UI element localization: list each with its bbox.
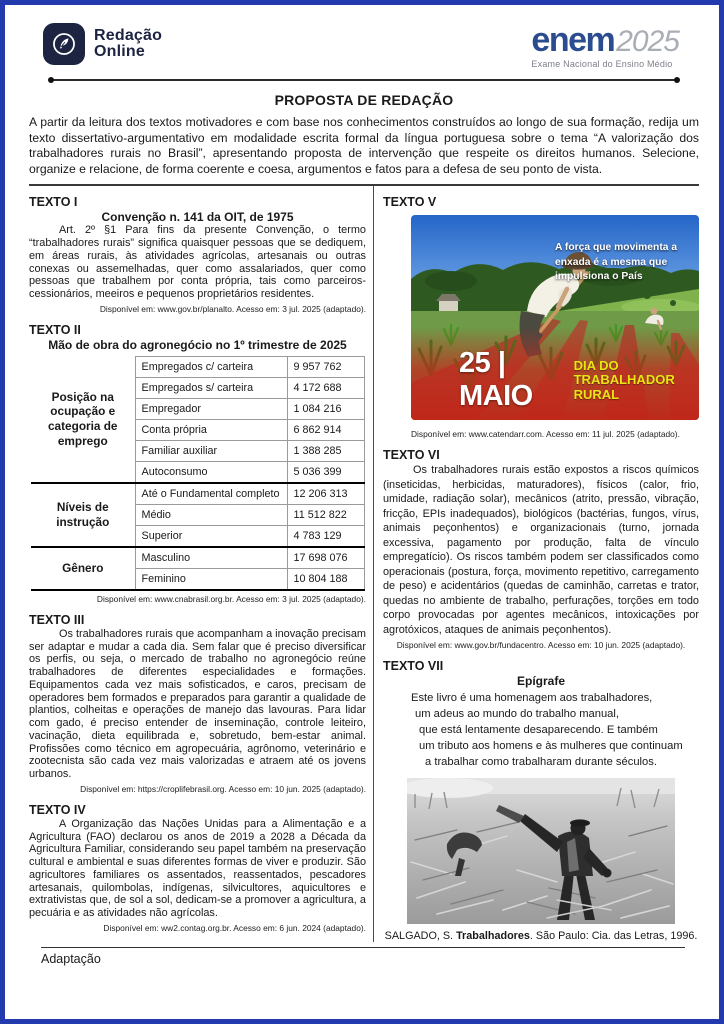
texto-6-body: Os trabalhadores rurais estão expostos a riscos químicos (inseticidas, herbicidas, maturadores), físicos (calor, frio, umidade, radiação solar), mecânicos (atrito, pressão, vibração, fricção, EPIs inadequados), biológicos (bactérias, fungos, vírus, animais peçonhentos) e organizacionais (turno, jornada excessiva, pagamento por produção, falta de vínculo empregatício). Os riscos também podem ser classificados como operacionais (postura, força, movimento repetitivo, carregamento de peso) e acidentários (quedas de caminhão, carretas e trator, quedas no ambiente de trabalho, perfurações, torções em todo corpo provocadas por agentes mecânicos, intoxicações por agrotóxicos, ataques de animais peçonhentos). [383,464,699,636]
row-label: Médio [135,504,287,525]
poster-label-line1: DIA DO [573,357,619,373]
group-cell: Posição na ocupação e categoria de emprego [31,356,135,483]
page-title: PROPOSTA DE REDAÇÃO [274,92,454,108]
texto-4-body: A Organização das Nações Unidas para a Alimentação e a Agricultura (FAO) declarou os anos de 2019 a 2028 a Década da Agricultura Familiar, considerando seu papel também na preservação cultural e ambiental e suas diferentes formas de viver e produzir. São agricultores familiares os assentados, reassentados, pescadores artesanais, quilombolas, indígenas, silvicultores, aquicultores e extrativistas que, de sol a sol, dedicam-se a promover a agricultura, a pecuária e as atividades não agrícolas. [29,817,366,920]
row-value: 17 698 076 [287,547,364,569]
brand-line2: Online [94,43,145,60]
photo-caption [383,930,699,942]
row-label: Empregados s/ carteira [135,377,287,398]
texto-6 [383,448,699,650]
header-divider [51,79,677,81]
left-column [29,186,373,942]
enem-subtitle: Exame Nacional do Ensino Médio [531,59,673,69]
redacao-online-logo [43,23,162,65]
footer-label: Adaptação [41,952,101,967]
right-column [374,186,699,942]
brand-name [94,28,162,61]
row-value: 4 172 688 [287,377,364,398]
texto-7-heading: TEXTO VII [383,659,444,674]
caption-book-title: Trabalhadores [456,929,530,942]
texto-2-heading: TEXTO II [29,322,81,337]
enem-wordmark: enem [531,21,615,59]
row-value: 5 036 399 [287,461,364,483]
quill-icon [43,23,85,65]
row-label: Empregados c/ carteira [135,356,287,377]
texto-4 [29,803,366,933]
row-value: 1 084 216 [287,398,364,419]
row-value: 10 804 188 [287,568,364,590]
columns [29,186,699,942]
epigraph-line: que está lentamente desaparecendo. E também [419,724,658,737]
row-label: Familiar auxiliar [135,440,287,461]
epigraph-line: um adeus ao mundo do trabalho manual, [415,708,619,721]
enem-logo [531,23,679,69]
poster-label [574,359,699,402]
row-value: 1 388 285 [287,440,364,461]
row-value: 12 206 313 [287,483,364,505]
texto-6-source: Disponível em: www.gov.br/fundacentro. Acesso em: 10 jun. 2025 (adaptado). [396,640,686,651]
page-header [29,15,699,69]
texto-6-heading: TEXTO VI [383,448,440,463]
footer-divider [41,947,685,949]
texto-1-body: Art. 2º §1 Para fins da presente Convenção, o termo “trabalhadores rurais” significa quaisquer pessoas que se dediquem, em áreas rurais, às atividades agrícolas, artesanais ou outras conexas ou assemelhadas, quer como assalariados, quer como pessoas que trabalhem por conta própria, tais como parceiros-cessionários, meeiros e pequenos proprietários residentes. [29,224,366,301]
epigraph-line: Este livro é uma homenagem aos trabalhadores, [411,692,653,705]
poster-slogan: A força que movimenta a enxada é a mesma que impulsiona o País [555,242,678,283]
texto-2-title: Mão de obra do agronegócio no 1º trimestre de 2025 [48,337,347,352]
caption-suffix: . São Paulo: Cia. das Letras, 1996. [529,929,698,942]
bw-sugarcane-workers-photo [407,778,675,924]
epigraph-line: um tributo aos homens e às mulheres que continuam [419,740,683,753]
exam-page [5,5,719,966]
texto-5-source: Disponível em: www.catendarr.com. Acesso em: 11 jul. 2025 (adaptado). [411,429,680,440]
poster-date: 25 | MAIO [459,347,533,413]
texto-2-source: Disponível em: www.cnabrasil.org.br. Acesso em: 3 jul. 2025 (adaptado). [96,593,366,604]
row-label: Feminino [135,568,287,590]
texto-1-heading: TEXTO I [29,195,78,210]
rural-worker-day-poster [411,215,699,420]
texto-4-source: Disponível em: ww2.contag.org.br. Acesso em: 6 jun. 2024 (adaptado). [103,922,366,933]
epigraph-text [411,691,699,771]
group-cell: Níveis de instrução [31,483,135,547]
row-value: 4 783 129 [287,525,364,547]
texto-3-body: Os trabalhadores rurais que acompanham a inovação precisam ser adaptar e mudar a cada dia. Sem falar que é preciso diversificar os perfis, ou seja, o mercado de trabalho no agronegócio reúne trabalhadores de diferentes especialidades e formações. Equipamentos cada vez mais sofisticados, e caros, precisam de operadores bem formados e preparados para garantir a qualidade de plantios, colheitas e operações de manejo das lavouras. Para lidar com gado, é preciso entender de inseminação, controle leiteiro, vacinação, dieta equilibrada e, sobretudo, bem-estar animal. Profissões como técnico em agropecuária, agrônomo, veterinário e zootecnista são cada vez mais valorizadas e atraem até os jovens urbanos. [29,627,366,781]
brand-line1: Redação [94,26,163,44]
row-value: 6 862 914 [287,419,364,440]
texto-1-source: Disponível em: www.gov.br/planalto. Acesso em: 3 jul. 2025 (adaptado). [99,303,366,314]
row-label: Autoconsumo [135,461,287,483]
row-label: Até o Fundamental completo [135,483,287,505]
row-value: 9 957 762 [287,356,364,377]
texto-3-source: Disponível em: https://croplifebrasil.org. Acesso em: 10 jun. 2025 (adaptado). [80,783,366,794]
texto-1 [29,195,366,314]
enem-year: 2025 [616,25,679,58]
row-label: Empregador [135,398,287,419]
texto-1-title: Convenção n. 141 da OIT, de 1975 [101,210,294,225]
texto-7 [383,659,699,942]
texto-2 [29,323,366,604]
caption-prefix: SALGADO, S. [384,929,457,942]
texto-7-title: Epígrafe [516,674,565,689]
table-row [31,547,364,569]
table-row [31,483,364,505]
row-label: Masculino [135,547,287,569]
row-value: 11 512 822 [287,504,364,525]
texto-5-heading: TEXTO V [383,195,437,210]
row-label: Conta própria [135,419,287,440]
agro-workforce-table [31,356,365,591]
epigraph-line: a trabalhar como trabalharam durante séculos. [425,756,657,769]
poster-label-line2: TRABALHADOR RURAL [573,372,675,402]
texto-4-heading: TEXTO IV [29,802,86,817]
group-cell: Gênero [31,547,135,590]
table-row [31,356,364,377]
texto-3-heading: TEXTO III [29,612,85,627]
row-label: Superior [135,525,287,547]
texto-5 [383,195,699,439]
texto-3 [29,613,366,794]
instructions-paragraph: A partir da leitura dos textos motivadores e com base nos conhecimentos construídos ao longo de sua formação, redija um texto dissertativo-argumentativo em modalidade escrita formal da língua portuguesa sobre o tema “A valorização dos trabalhadores rurais no Brasil”, apresentando proposta de intervenção que respeite os direitos humanos. Selecione, organize e relacione, de forma coerente e coesa, argumentos e fatos para a defesa de seu ponto de vista. [29,115,699,176]
